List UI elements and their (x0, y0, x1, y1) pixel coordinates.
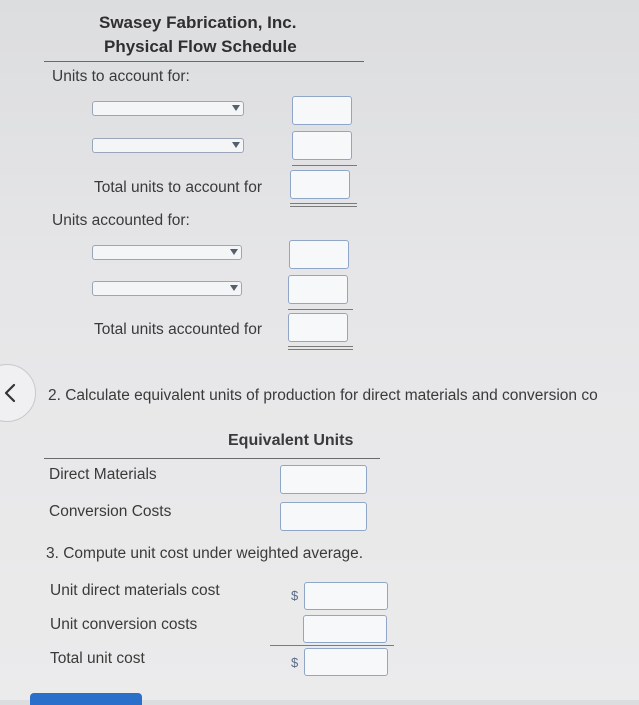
subtotal-rule (288, 309, 353, 310)
chevron-down-icon (230, 285, 238, 291)
to-account-input-2[interactable] (292, 131, 352, 160)
total-to-account-label: Total units to account for (94, 179, 263, 196)
back-nav-button[interactable] (0, 364, 36, 422)
unit-conversion-costs-label: Unit conversion costs (50, 616, 198, 633)
unit-direct-materials-label: Unit direct materials cost (50, 582, 220, 599)
chevron-left-icon (3, 383, 17, 403)
units-accounted-heading: Units accounted for: (52, 212, 190, 229)
to-account-select-2[interactable] (92, 138, 244, 153)
subtotal-rule (292, 165, 357, 166)
total-unit-cost-input[interactable] (304, 648, 388, 676)
equivalent-units-header: Equivalent Units (228, 432, 354, 449)
conversion-costs-label: Conversion Costs (49, 503, 172, 520)
total-to-account-input[interactable] (290, 170, 350, 199)
to-account-select-1[interactable] (92, 101, 244, 116)
direct-materials-eu-input[interactable] (280, 465, 367, 494)
unit-direct-materials-input[interactable] (304, 582, 388, 610)
accounted-input-1[interactable] (289, 240, 349, 269)
question-2-prompt: 2. Calculate equivalent units of production for direct materials and conversion co (48, 387, 598, 404)
to-account-input-1[interactable] (292, 96, 352, 125)
chevron-down-icon (232, 142, 240, 148)
equivalent-units-divider (44, 458, 380, 459)
submit-button[interactable] (30, 693, 142, 705)
accounted-select-2[interactable] (92, 281, 242, 296)
question-3-prompt: 3. Compute unit cost under weighted average. (46, 545, 364, 562)
schedule-title: Physical Flow Schedule (104, 37, 297, 56)
units-to-account-heading: Units to account for: (52, 68, 190, 85)
total-double-rule (290, 203, 357, 207)
total-accounted-label: Total units accounted for (94, 321, 263, 338)
accounted-input-2[interactable] (288, 275, 348, 304)
subtotal-rule (270, 645, 394, 646)
dollar-sign: $ (291, 655, 299, 670)
total-accounted-input[interactable] (288, 313, 348, 342)
header-divider (44, 61, 364, 62)
company-name: Swasey Fabrication, Inc. (99, 13, 297, 32)
total-unit-cost-label: Total unit cost (50, 650, 145, 667)
unit-conversion-costs-input[interactable] (303, 615, 387, 643)
chevron-down-icon (232, 105, 240, 111)
accounted-select-1[interactable] (92, 245, 242, 260)
conversion-costs-eu-input[interactable] (280, 502, 367, 531)
total-double-rule (288, 346, 353, 350)
dollar-sign: $ (291, 588, 299, 603)
chevron-down-icon (230, 249, 238, 255)
direct-materials-label: Direct Materials (49, 466, 157, 483)
